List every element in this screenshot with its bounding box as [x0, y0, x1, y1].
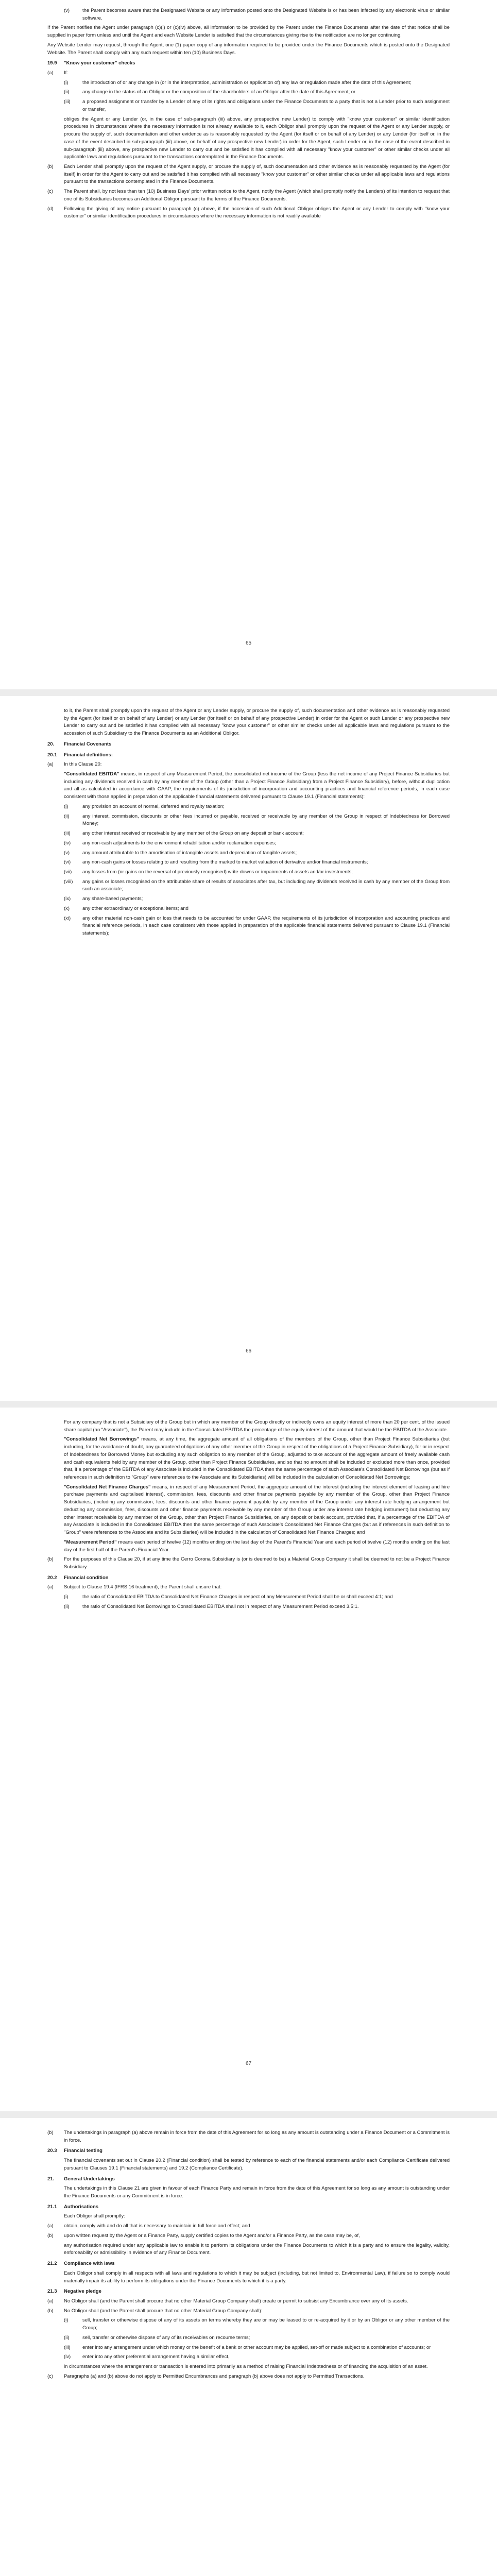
- item-text: any non-cash adjustments to the environment rehabilitation and/or reclamation expenses;: [82, 840, 276, 846]
- definition: [47, 1436, 450, 1481]
- page-body: [47, 707, 450, 938]
- sub-list-item: [47, 840, 450, 848]
- sub-list-item: [47, 895, 450, 903]
- sub-list-item: [47, 905, 450, 913]
- item-label: (a): [47, 2298, 54, 2304]
- clause-heading: [47, 2288, 450, 2296]
- sub-list-item: [47, 89, 450, 96]
- paragraph: The financial covenants set out in Clause 20.2 (Financial condition) shall be tested by reference to each of the financial statements and/or each Compliance Certificate delivered pursuant to Clauses 19.1 (Financial statements) and 19.2 (Compliance Certificate).: [64, 2158, 450, 2171]
- paragraph: For any company that is not a Subsidiary of the Group but in which any member of the Group directly or indirectly owns an equity interest of more than 20 per cent. of the issued share capital (an "Associate"), the Parent may include in the Consolidated EBITDA the percentage of the equity interest of the amount that would be the EBITDA of the Associate.: [64, 1419, 450, 1433]
- item-label: (iv): [64, 840, 71, 846]
- item-label: (iii): [64, 2344, 71, 2350]
- clause-number: 20.1: [47, 752, 57, 758]
- page-body: [47, 7, 450, 221]
- item-label: (c): [47, 2373, 54, 2379]
- paragraph: The undertakings in this Clause 21 are given in favour of each Finance Party and remain in force from the date of this Agreement for so long as any amount is outstanding under the Finance Documents or any Commitment is in force.: [64, 2185, 450, 2199]
- item-text: any share-based payments;: [82, 896, 143, 902]
- clause-heading: [47, 741, 450, 749]
- paragraph: If the Parent notifies the Agent under paragraph (c)(i) or (c)(iv) above, all information to be provided by the Parent under the Finance Documents after the date of that notice shall be supplied in paper form unless and until the Agent and each Website Lender is satisfied that the circumstances giving rise to the notification are no longer continuing.: [47, 25, 450, 39]
- item-label: (d): [47, 206, 54, 212]
- sub-list-item: [47, 98, 450, 113]
- item-text: obtain, comply with and do all that is necessary to maintain in full force and effect; and: [64, 2223, 250, 2229]
- item-label: (a): [47, 1584, 54, 1590]
- clause-heading: [47, 1574, 450, 1582]
- item-text: enter into any arrangement under which money or the benefit of a bank or other account may be applied, set-off or made subject to a combination of accounts; or: [82, 2344, 431, 2350]
- list-item: [47, 206, 450, 221]
- clause-heading: [47, 752, 450, 759]
- paragraph: any authorisation required under any applicable law to enable it to perform its obligations under the Finance Documents to which it is a party and to ensure the legality, validity, enforceability or admissibility in evidence of any Finance Document.: [64, 2242, 450, 2256]
- item-text: Paragraphs (a) and (b) above do not apply to Permitted Encumbrances and paragraph (b) above does not apply to Permitted Transactions.: [64, 2373, 365, 2379]
- item-label: (b): [47, 2130, 54, 2136]
- item-text: any interest, commission, discounts or other fees incurred or payable, received or receivable by any member of the Group in respect of Indebtedness for Borrowed Money;: [82, 813, 450, 827]
- clause-heading: [47, 60, 450, 67]
- page-number: 65: [245, 640, 252, 646]
- item-text: enter into any other preferential arrangement having a similar effect,: [82, 2354, 230, 2360]
- sub-list-item: [47, 803, 450, 811]
- definition: [47, 1539, 450, 1554]
- document-page-3: [0, 1408, 497, 2111]
- item-text: For the purposes of this Clause 20, if at any time the Cerro Corona Subsidiary is (or is deemed to be) a Material Group Company it shall be deemed to not be a Project Finance Subsidiary.: [64, 1556, 450, 1570]
- item-text: Subject to Clause 19.4 (IFRS 16 treatment), the Parent shall ensure that:: [64, 1584, 222, 1590]
- page-body: [47, 1419, 450, 1611]
- item-label: (vi): [64, 859, 71, 866]
- clause-heading: [47, 2147, 450, 2155]
- item-text: any losses from (or gains on the reversal of previously recognised) write-downs or impairments of assets and/or investments;: [82, 869, 353, 875]
- sub-list-item: [47, 2353, 450, 2361]
- paragraph: obliges the Agent or any Lender (or, in the case of sub-paragraph (iii) above, any prospective new Lender) to comply with "know your customer" or similar identification procedures in circumstances where the necessary information is not already available to it, each Obligor shall promptly upon the request of the Agent or any Lender supply, or procure the supply of, such documentation and other evidence as is reasonably requested by the Agent (for itself or on behalf of any Lender) or any Lender (for itself or, in the case of the event described in sub-paragraph (iii) above, on behalf of any prospective new Lender) in order for the Agent, such Lender or, in the case of the event described in sub-paragraph (iii) above, any prospective new Lender to carry out and be satisfied it has complied with all necessary "know your customer" or other similar checks under all applicable laws and regulations pursuant to the transactions contemplated in the Finance Documents.: [64, 116, 450, 160]
- item-label: (b): [47, 163, 54, 170]
- definition-text: means, at any time, the aggregate amount of all obligations of the members of the Group, other than Project Finance Subsidiaries (but including, for the avoidance of doubt, any guaranteed obligations of any other member of the Group in respect of the obligations of a Project Finance Subsidiary), for or in respect of Indebtedness for Borrowed Money but excluding any such obligation to any member of the Group, adjusted to take account of the aggregate amount of freely available cash and cash equivalents held by any member of the Group, other than Project Finance Subsidiaries, and so that no amount shall be included or excluded more than once, provided that, if a percentage of the EBITDA of any Associate is included in the Consolidated EBITDA then the same percentage of such Associate's Consolidated Net Borrowings (but as if references in such definition to "Group" were references to the Associate and its Subsidiaries) will be included in the calculation of Consolidated Net Borrowings;: [64, 1436, 450, 1481]
- item-label: (ix): [64, 896, 71, 902]
- list-item: [47, 2373, 450, 2381]
- page-separator: [0, 689, 497, 696]
- item-text: The Parent shall, by not less than ten (10) Business Days' prior written notice to the Agent, notify the Agent (which shall promptly notify the Lenders) of its intention to request that one of its Subsidiaries becomes an Additional Obligor pursuant to the terms of the Finance Documents.: [64, 189, 450, 202]
- item-label: (c): [47, 189, 54, 195]
- clause-number: 20.2: [47, 1574, 57, 1581]
- sub-list-item: [47, 830, 450, 838]
- item-text: any amount attributable to the amortisation of intangible assets and depreciation of tangible assets;: [82, 850, 297, 856]
- paragraph: Any Website Lender may request, through the Agent, one (1) paper copy of any information required to be provided under the Finance Documents which is posted onto the Designated Website. The Parent shall comply with any such request within ten (10) Business Days.: [47, 42, 450, 56]
- list-item: [47, 70, 450, 77]
- list-item: [47, 761, 450, 769]
- sub-list-item: [47, 915, 450, 938]
- sub-list-item: [47, 869, 450, 876]
- item-text: upon written request by the Agent or a Finance Party, supply certified copies to the Agent and/or a Finance Party, as the case may be, of,: [64, 2232, 360, 2239]
- item-text: a proposed assignment or transfer by a Lender of any of its rights and obligations under the Finance Documents to a party that is not a Lender prior to such assignment or transfer,: [82, 99, 450, 112]
- list-item: [47, 1556, 450, 1571]
- clause-number: 20.3: [47, 2148, 57, 2154]
- document-page-2: [0, 696, 497, 1401]
- item-text: any non-cash gains or losses relating to and resulting from the marked to market valuation of derivative and/or financial instruments;: [82, 859, 368, 866]
- sub-list-item: [47, 813, 450, 828]
- clause-title: Financial definitions:: [64, 752, 113, 758]
- sub-list-item: [47, 7, 450, 22]
- item-label: (a): [47, 2223, 54, 2229]
- clause-number: 21.2: [47, 2261, 57, 2267]
- item-text: the Parent becomes aware that the Designated Website or any information posted onto the Designated Website is or has been infected by any electronic virus or similar software.: [82, 8, 450, 21]
- item-text: the ratio of Consolidated EBITDA to Consolidated Net Finance Charges in respect of any Measurement Period shall be or shall exceed 4:1; and: [82, 1594, 393, 1600]
- sub-list-item: [47, 2317, 450, 2332]
- item-label: (iii): [64, 99, 71, 105]
- item-text: No Obligor shall (and the Parent shall procure that no other Material Group Company shall):: [64, 2308, 263, 2314]
- item-label: (a): [47, 70, 54, 76]
- defined-term: "Measurement Period": [64, 1539, 117, 1545]
- page-number: 67: [245, 2061, 252, 2066]
- sub-list-item: [47, 79, 450, 87]
- sub-list-item: [47, 859, 450, 867]
- defined-term: "Consolidated EBITDA": [64, 771, 119, 777]
- sub-list-item: [47, 878, 450, 893]
- item-label: (xi): [64, 915, 71, 921]
- document-page-1: [0, 0, 497, 689]
- item-label: (b): [47, 2232, 54, 2239]
- definition: [47, 1484, 450, 1537]
- item-label: (x): [64, 905, 70, 911]
- definition-text: means, in respect of any Measurement Period, the aggregate amount of the interest (including the interest element of leasing and hire purchase payments and capitalised interest), commission, fees, discounts and other finance payments payable by any member of the Group, other than Project Finance Subsidiaries, (including any commission, fees, discounts and other finance payment payable by any member of the Group under any interest rate hedging arrangement but deducting any commission, fees, discounts and other finance payments receivable by any member of the Group under any interest rate hedging instrument) but deducting any other interest receivable by any member of the Group, other than Project Finance Subsidiaries, on any deposit or bank account, provided that, if a percentage of the EBITDA of any Associate is included in the Consolidated EBITDA then the same percentage of such Associate's Consolidated Net Finance Charges (but as if references in such definition to "Group" were references to the Associate and its Subsidiaries) will be included in the calculation of Consolidated Net Finance Charges; and: [64, 1484, 450, 1536]
- item-text: any other material non-cash gain or loss that needs to be accounted for under GAAP, the requirements of its jurisdiction of incorporation and accounting practices and financial reference periods, in each case consistent with those applied in preparation of the applicable financial statements delivered pursuant to Clause 19.1 (Financial statements);: [82, 915, 450, 936]
- item-text: Following the giving of any notice pursuant to paragraph (c) above, if the accession of such Additional Obligor obliges the Agent or any Lender to comply with "know your customer" or similar identification procedures in circumstances where the necessary information is not readily available: [64, 206, 450, 219]
- paragraph: Each Obligor shall comply in all respects with all laws and regulations to which it may be subject (including, but not limited to, Environmental Law), if failure so to comply would materially impair its ability to perform its obligations under the Finance Documents to which it is a party.: [64, 2270, 450, 2284]
- paragraph: Each Obligor shall promptly:: [64, 2213, 125, 2219]
- clause-title: "Know your customer" checks: [64, 60, 135, 66]
- item-text: any provision on account of normal, deferred and royalty taxation;: [82, 803, 225, 809]
- item-text: sell, transfer or otherwise dispose of any of its receivables on recourse terms;: [82, 2334, 250, 2341]
- clause-number: 20.: [47, 741, 55, 747]
- clause-number: 21.1: [47, 2204, 57, 2210]
- item-label: (a): [47, 761, 54, 768]
- document-page-4: [0, 2118, 497, 2576]
- paragraph: in circumstances where the arrangement or transaction is entered into primarily as a method of raising Financial Indebtedness or of financing the acquisition of an asset.: [64, 2363, 428, 2369]
- item-label: (v): [64, 850, 70, 856]
- item-label: (iii): [64, 831, 71, 837]
- item-text: In this Clause 20:: [64, 761, 102, 768]
- sub-list-item: [47, 1603, 450, 1611]
- item-label: (ii): [64, 2334, 70, 2341]
- page-separator: [0, 1401, 497, 1408]
- list-item: [47, 2298, 450, 2306]
- paragraph: to it, the Parent shall promptly upon the request of the Agent or any Lender supply, or procure the supply of, such documentation and other evidence as is reasonably requested by the Agent (for itself or on behalf of any Lender) or any Lender (for itself or on behalf of any prospective Lender) in order for the Agent or such Lender or any prospective new Lender to carry out and be satisfied it has complied with all necessary "know your customer" or other similar checks under all applicable laws and regulations pursuant to the accession of such Subsidiary to the Finance Documents as an Additional Obligor.: [64, 708, 450, 737]
- item-text: sell, transfer or otherwise dispose of any of its assets on terms whereby they are or may be leased to or re-acquired by it or by an Obligor or any other member of the Group;: [82, 2317, 450, 2331]
- sub-list-item: [47, 2344, 450, 2352]
- item-text: Each Lender shall promptly upon the request of the Agent supply, or procure the supply of, such documentation and other evidence as is reasonably requested by the Agent (for itself) in order for the Agent to carry out and be satisfied it has complied with all necessary "know your customer" or other similar checks under all applicable laws and regulations pursuant to the transactions contemplated in the Finance Documents.: [64, 163, 450, 185]
- item-label: (ii): [64, 813, 70, 819]
- definition-text: means each period of twelve (12) months ending on the last day of the Parent's Financial Year and each period of twelve (12) months ending on the last day of the first half of the Parent's Financial Year.: [64, 1539, 450, 1553]
- item-label: (i): [64, 2317, 68, 2324]
- item-text: any gains or losses recognised on the attributable share of results of associates after tax, but including any dividends received in cash by any member of the Group from such an associate;: [82, 878, 450, 892]
- item-label: (iv): [64, 2354, 71, 2360]
- item-label: (b): [47, 2308, 54, 2314]
- page-body: [47, 2129, 450, 2380]
- clause-title: Compliance with laws: [64, 2261, 115, 2267]
- list-item: [47, 163, 450, 186]
- clause-title: Negative pledge: [64, 2289, 101, 2295]
- item-text: the ratio of Consolidated Net Borrowings to Consolidated EBITDA shall not in respect of any Measurement Period exceed 3.5:1.: [82, 1603, 359, 1609]
- list-item: [47, 2232, 450, 2240]
- page-separator: [0, 2111, 497, 2118]
- definition: [47, 771, 450, 801]
- list-item: [47, 188, 450, 203]
- item-text: If:: [64, 70, 68, 76]
- sub-list-item: [47, 2334, 450, 2342]
- clause-title: Financial Covenants: [64, 741, 112, 747]
- page-number: 66: [245, 1348, 252, 1354]
- clause-number: 21.: [47, 2176, 55, 2182]
- definition-text: means, in respect of any Measurement Period, the consolidated net income of the Group (less the net income of any Project Finance Subsidiaries but including any dividends received in cash by any member of the Group (other than a Project Finance Subsidiary) from a Project Finance Subsidiary), before, without duplication and all as calculated in accordance with GAAP, the requirements of its jurisdiction of incorporation and accounting practices and financial reference periods, in each case consistent with those applied in preparation of the applicable financial statements delivered pursuant to Clause 19.1 (Financial statements):: [64, 771, 450, 800]
- item-text: any change in the status of an Obligor or the composition of the shareholders of an Obligor after the date of this Agreement; or: [82, 89, 356, 95]
- sub-list-item: [47, 1594, 450, 1601]
- list-item: [47, 2223, 450, 2230]
- item-label: (ii): [64, 1603, 70, 1609]
- item-label: (ii): [64, 89, 70, 95]
- list-item: [47, 1584, 450, 1591]
- clause-title: Financial testing: [64, 2148, 102, 2154]
- item-label: (viii): [64, 878, 73, 885]
- item-label: (v): [64, 8, 70, 13]
- item-label: (i): [64, 803, 68, 809]
- defined-term: "Consolidated Net Borrowings": [64, 1436, 139, 1443]
- item-text: the introduction of or any change in (or in the interpretation, administration or application of) any law or regulation made after the date of this Agreement;: [82, 79, 412, 86]
- item-text: The undertakings in paragraph (a) above remain in force from the date of this Agreement for so long as any amount is outstanding under a Finance Document or a Commitment is in force.: [64, 2130, 450, 2143]
- item-label: (vii): [64, 869, 72, 875]
- clause-title: Authorisations: [64, 2204, 99, 2210]
- item-text: any other interest received or receivable by any member of the Group on any deposit or bank account;: [82, 831, 304, 837]
- list-item: [47, 2308, 450, 2315]
- clause-number: 19.9: [47, 60, 57, 66]
- clause-heading: [47, 2176, 450, 2183]
- clause-title: Financial condition: [64, 1574, 109, 1581]
- clause-heading: [47, 2260, 450, 2268]
- list-item: [47, 2129, 450, 2144]
- item-label: (i): [64, 1594, 68, 1600]
- defined-term: "Consolidated Net Finance Charges": [64, 1484, 151, 1490]
- clause-title: General Undertakings: [64, 2176, 115, 2182]
- clause-heading: [47, 2204, 450, 2211]
- item-label: (i): [64, 79, 68, 86]
- sub-list-item: [47, 850, 450, 857]
- item-text: No Obligor shall (and the Parent shall procure that no other Material Group Company shall) create or permit to subsist any Encumbrance over any of its assets.: [64, 2298, 408, 2304]
- clause-number: 21.3: [47, 2289, 57, 2295]
- item-text: any other extraordinary or exceptional items; and: [82, 905, 188, 911]
- item-label: (b): [47, 1556, 54, 1563]
